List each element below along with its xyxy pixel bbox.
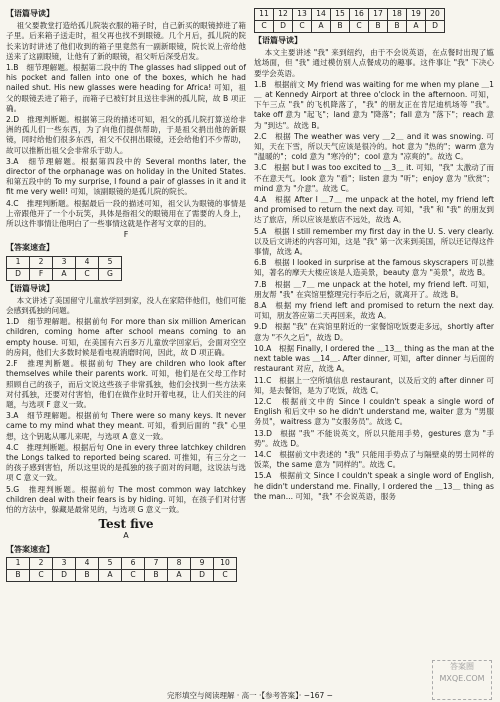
answer-number: 13 xyxy=(293,9,312,21)
answer-explanation: 15.A 根据前文 Since I couldn't speak a single word of English, he didn't understand me. Finally, I ordered the ＿13＿ thing as the man... 可知，"我" 不会说英语，服务 xyxy=(254,471,494,501)
section-heading: 【语篇导读】 xyxy=(6,283,54,293)
answer-explanation: 1.B 根据前文 My friend was waiting for me when my plane ＿1＿ at Kennedy Airport at three o'clock in the afternoon. 可知，下午三点 "我" 的飞机降落了，"我" 的朋友正在肯尼迪机场等 "我"。take off 意为 "起飞"；land 意为 "降落"；fall 意为 "落下"；reach 意为 "到达"。故选 B。 xyxy=(254,79,494,130)
answer-explanation: 1.D 细节理解题。根据前句 For more than six million American children, coming home after school means coming to an empty house. 可知，在美国有六百多万儿童放学回家后，会面对空空的房间，他们大多数时候是看电视消磨时间，因此，故 D 项正确。 xyxy=(6,317,246,357)
answer-number: 5 xyxy=(99,557,122,569)
answer-value-row xyxy=(255,21,445,33)
answer-explanation: 4.C 推理判断题。根据后句 One in every three latchkey children the Longs talked to reported being scared. 可推知，有三分之一的孩子感到害怕，所以这里说的是孤独的孩子面对的问题，这说法与选项 C 意义一致。 xyxy=(6,442,246,483)
answer-number: 1 xyxy=(7,557,30,569)
answer-number-row xyxy=(7,256,122,268)
answer-explanation: 14.C 根据前文中表述的 "我" 只能用手势点了与隔壁桌的男士同样的饭菜，the same 意为 "同样的"。故选 C。 xyxy=(254,449,494,470)
answer-number-row xyxy=(7,557,237,569)
answer-value: C xyxy=(255,21,274,33)
answer-value-row xyxy=(7,569,237,581)
answer-explanation: 6.B 根据 I looked in surprise at the famous skyscrapers 可以推知，著名的摩天大楼应该是人造美景，beauty 意为 "美景"，故选 B。 xyxy=(254,258,494,278)
answer-explanation: 2.C 根据 The weather was very ＿2＿ and it was snowing. 可知，天在下雪，所以天气应该是很冷的。hot 意为 "热的"；warm 意为 "温暖的"；cold 意为 "寒冷的"；cool 意为 "凉爽的"。故选 C。 xyxy=(254,131,494,162)
answer-value: C xyxy=(122,569,145,581)
subsection-label: A xyxy=(123,531,129,541)
answer-value: G xyxy=(99,268,122,280)
answer-number: 2 xyxy=(30,557,53,569)
answer-explanation: 3.A 细节理解题。根据第四段中的 Several months later, the director of the orphanage was on holiday in the United States. 和第五段中的 To my surprise, I found a pair of glasses in it and it fit me very well! 可知，该副眼镜的是孤儿院的院长。 xyxy=(6,156,247,197)
answer-value: A xyxy=(407,21,426,33)
answer-explanation: 5.G 推理判断题。根据前句 The most common way latchkey children deal with their fears is by hiding. 可知，在孩子们对付害怕的方法中，躲藏是最常见的，与选项 G 意义一致。 xyxy=(6,484,246,514)
answer-explanation: 4.C 推理判断题。根据最后一段的描述可知，祖父认为眼镜的事情是上帝跟他开了一个小玩笑，具体是指祖父的眼镜用在了需要的人身上，所以这件事情让他明白了一些事情这就是作者写文章的目的。 xyxy=(6,198,246,229)
answer-number: 18 xyxy=(388,9,407,21)
answer-value: A xyxy=(312,21,331,33)
answer-table-f xyxy=(6,256,122,281)
answer-value: B xyxy=(369,21,388,33)
answer-value: A xyxy=(53,268,76,280)
answer-number: 20 xyxy=(426,9,445,21)
answer-explanation: 8.A 根据 my friend left and promised to return the next day. 可知，朋友答应第二天再回来，故选 A。 xyxy=(254,301,494,321)
answer-value: B xyxy=(388,21,407,33)
answer-value: F xyxy=(30,268,53,280)
answer-number: 14 xyxy=(312,9,331,21)
answer-explanation: 13.D 根据 "我" 不能说英文，所以只能用手势，gestures 意为 "手势"。故选 D。 xyxy=(254,428,494,448)
answer-value: C xyxy=(350,21,369,33)
answer-explanation: 2.D 推理判断题。根据第三段的描述可知，祖父的孤儿院打算送给非洲的孤儿们一些东西，为了向他们提供帮助，于是祖父捐出他的新眼镜，同时给他们很多东西，祖父不仅捐出眼镜，还会给他们不少帮助，故可以推断出祖父会非常乐于助人。 xyxy=(6,115,246,155)
answer-number: 5 xyxy=(99,256,122,268)
answer-explanation: 11.C 根据上一空所填信息 restaurant，以及后文的 after dinner 可知，是去餐馆，是为了吃饭，故选 C。 xyxy=(254,375,494,395)
answer-number: 4 xyxy=(76,256,99,268)
answer-number: 3 xyxy=(53,557,76,569)
passage-intro: 本文讲述了美国留守儿童放学回到家，没人在家陪伴他们，他们可能会感到孤独的问题。 xyxy=(6,295,246,316)
answer-value: C xyxy=(30,569,53,581)
answer-explanation: 4.A 根据 After I ＿7＿ me unpack at the hotel, my friend left and promised to return the next day. 可知，"我" 和 "我" 的朋友到达了旅店，所以应该是旅店不远处，故选 A。 xyxy=(254,195,494,225)
answer-number: 10 xyxy=(214,557,237,569)
answer-explanation: 3.A 细节理解题。根据前句 There were so many keys. It never came to my mind what they meant. 可知，看到后面的 "我" 心里想，这个钥匙从哪儿来呢，与选项 A 意义一致。 xyxy=(6,411,246,441)
answer-number: 3 xyxy=(53,256,76,268)
section-heading: 【语篇导读】 xyxy=(254,36,302,45)
answer-number: 17 xyxy=(369,9,388,21)
passage-intro: 本文主要讲述 "我" 来到纽约，由于不会说英语，在点餐时出现了尴尬场面，但 "我" 通过模仿别人点餐成功的趣事。这件事让 "我" 下决心要学会英语。 xyxy=(254,48,494,78)
answer-value: C xyxy=(76,268,99,280)
answer-explanation: 2.F 推理判断题。根据前句 They are children who look after themselves while their parents work. 可知，他们是在父母工作时照顾自己的孩子，而后文说这些孩子非常孤独，他们会找到一些方法来对付孤独，还要对付害怕，他们在做作业时开着电视，让人们关注的问题，与选项 F 意义一致。 xyxy=(6,359,246,409)
answer-number: 7 xyxy=(145,557,168,569)
answer-explanation: 7.B 根据 ＿7＿ me unpack at the hotel, my friend left. 可知，朋友帮 "我" 在宾馆里整理完行李后之后，就离开了。故选 B。 xyxy=(254,279,494,299)
answer-value: B xyxy=(76,569,99,581)
passage-intro: 祖父要教堂打造给孤儿院装衣服的箱子时，自己新买的眼镜掉进了箱子里。后来箱子送走时，祖父再也找不到眼镜。几个月后，孤儿院的院长来访时讲述了他们收到的箱子里竟然有一副新眼镜，院长说上帝给他送来了这副眼镜，让他有了新的眼镜，祖父听后深受启发。 xyxy=(6,21,246,61)
answer-value: C xyxy=(214,569,237,581)
answer-value: B xyxy=(331,21,350,33)
answer-explanation: 5.A 根据 I still remember my first day in the U. S. very clearly. 以及后文讲述的内容可知，这是 "我" 第一次来到美国，所以还记得这件事情，故选 A。 xyxy=(254,226,494,257)
answer-number: 2 xyxy=(30,256,53,268)
answer-explanation: 10.A 根据 Finally, I ordered the ＿13＿ thing as the man at the next table was ＿14＿. After dinner, 可知，after dinner 与后面的 restaurant 对应，故选 A。 xyxy=(254,343,494,374)
section-heading: 【语篇导读】 xyxy=(6,9,54,18)
answer-number: 8 xyxy=(168,557,191,569)
test-title: Test five xyxy=(98,517,154,532)
answer-number: 16 xyxy=(350,9,369,21)
answer-number: 9 xyxy=(191,557,214,569)
section-heading: 【答案速查】 xyxy=(6,243,54,253)
answer-explanation: 1.B 细节理解题。根据第二段中的 The glasses had slipped out of his pocket and fallen into one of the boxes, which he had nailed shut. His new glasses were heading for Africa! 可知，祖父的眼镜丢进了箱子，而箱子已被钉封且送往非洲的孤儿院，故 B 项正确。 xyxy=(6,63,246,113)
answer-value-row xyxy=(7,268,122,280)
answer-explanation: 12.C 根据前文中的 Since I couldn't speak a single word of English 和后文中 so he didn't understand me, waiter 意为 "男服务员"，waitress 意为 "女服务员"。故选 C。 xyxy=(254,396,494,427)
page-footer: 完形填空与阅读理解 · 高一 ·【参考答案】· −167 − xyxy=(167,691,333,700)
answer-number-row xyxy=(255,9,445,21)
answer-value: D xyxy=(191,569,214,581)
answer-value: B xyxy=(145,569,168,581)
subsection-label: F xyxy=(123,230,129,240)
answer-value: D xyxy=(426,21,445,33)
answer-number: 19 xyxy=(407,9,426,21)
watermark-logo: 答案圈 MXQE.COM xyxy=(432,660,492,700)
answer-table-a-1 xyxy=(6,557,237,582)
answer-value: D xyxy=(274,21,293,33)
answer-value: C xyxy=(293,21,312,33)
right-column xyxy=(254,6,494,503)
answer-explanation: 3.C 根据 but I was too excited to ＿3＿ it. 可知，"我" 太激动了而不在意天气。look 意为 "看"；listen 意为 "听"；enjoy 意为 "欣赏"；mind 意为 "介意"。故选 C。 xyxy=(254,163,494,193)
answer-number: 4 xyxy=(76,557,99,569)
answer-table-a-2 xyxy=(254,8,445,33)
answer-number: 12 xyxy=(274,9,293,21)
answer-number: 6 xyxy=(122,557,145,569)
answer-number: 1 xyxy=(7,256,30,268)
left-column xyxy=(6,6,246,585)
answer-number: 15 xyxy=(331,9,350,21)
answer-number: 11 xyxy=(255,9,274,21)
section-heading: 【答案速查】 xyxy=(6,544,54,554)
answer-explanation: 9.D 根据 "我" 在宾馆里附近的一家餐馆吃饭要走多远，shortly after 意为 "不久之后"，故选 D。 xyxy=(254,322,494,342)
answer-value: A xyxy=(168,569,191,581)
answer-value: B xyxy=(7,569,30,581)
answer-value: A xyxy=(99,569,122,581)
answer-value: D xyxy=(53,569,76,581)
answer-value: D xyxy=(7,268,30,280)
